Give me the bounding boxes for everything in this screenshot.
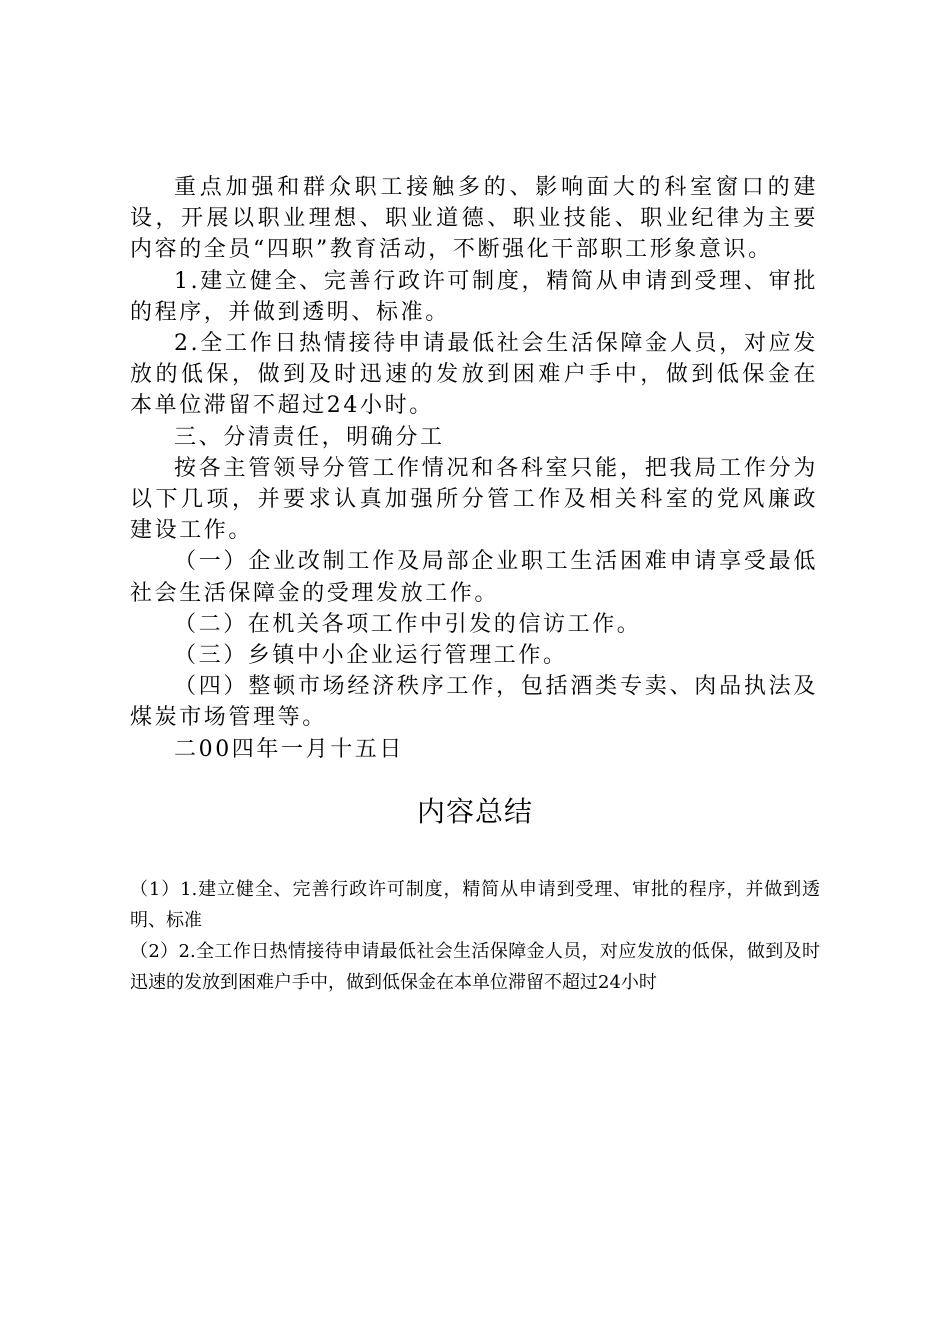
paragraph-division-4: （四）整顿市场经济秩序工作，包括酒类专卖、肉品执法及煤炭市场管理等。	[130, 674, 818, 731]
paragraph-item-2: 2.全工作日热情接待申请最低社会生活保障金人员，对应发放的低保，做到及时迅速的发放到困难户手中，做到低保金在本单位滞留不超过24小时。	[130, 331, 818, 419]
document-date: 二00四年一月十五日	[174, 736, 404, 762]
summary-item-2: （2）2.全工作日热情接待申请最低社会生活保障金人员，对应发放的低保，做到及时迅速的发放到困难户手中，做到低保金在本单位滞留不超过24小时	[130, 941, 820, 993]
paragraph-item-1: 1.建立健全、完善行政许可制度，精简从申请到受理、审批的程序，并做到透明、标准。	[130, 268, 818, 325]
summary-item-1: （1）1.建立健全、完善行政许可制度，精简从申请到受理、审批的程序，并做到透明、标准	[130, 879, 820, 931]
paragraph-division-intro: 按各主管领导分管工作情况和各科室只能，把我局工作分为以下几项，并要求认真加强所分管工作及相关科室的党风廉政建设工作。	[130, 455, 818, 544]
paragraph-division-2: （二）在机关各项工作中引发的信访工作。	[174, 611, 642, 637]
paragraph-division-3: （三）乡镇中小企业运行管理工作。	[174, 643, 568, 669]
paragraph-window-construction: 重点加强和群众职工接触多的、影响面大的科室窗口的建设，开展以职业理想、职业道德、职业技能、职业纪律为主要内容的全员“四职”教育活动，不断强化干部职工形象意识。	[130, 175, 818, 263]
summary-list	[130, 874, 820, 998]
section-heading-responsibilities: 三、分清责任，明确分工	[174, 424, 445, 450]
paragraph-division-1: （一）企业改制工作及局部企业职工生活困难申请享受最低社会生活保障金的受理发放工作。	[130, 549, 818, 606]
summary-title: 内容总结	[416, 795, 533, 828]
document-body	[130, 172, 818, 765]
